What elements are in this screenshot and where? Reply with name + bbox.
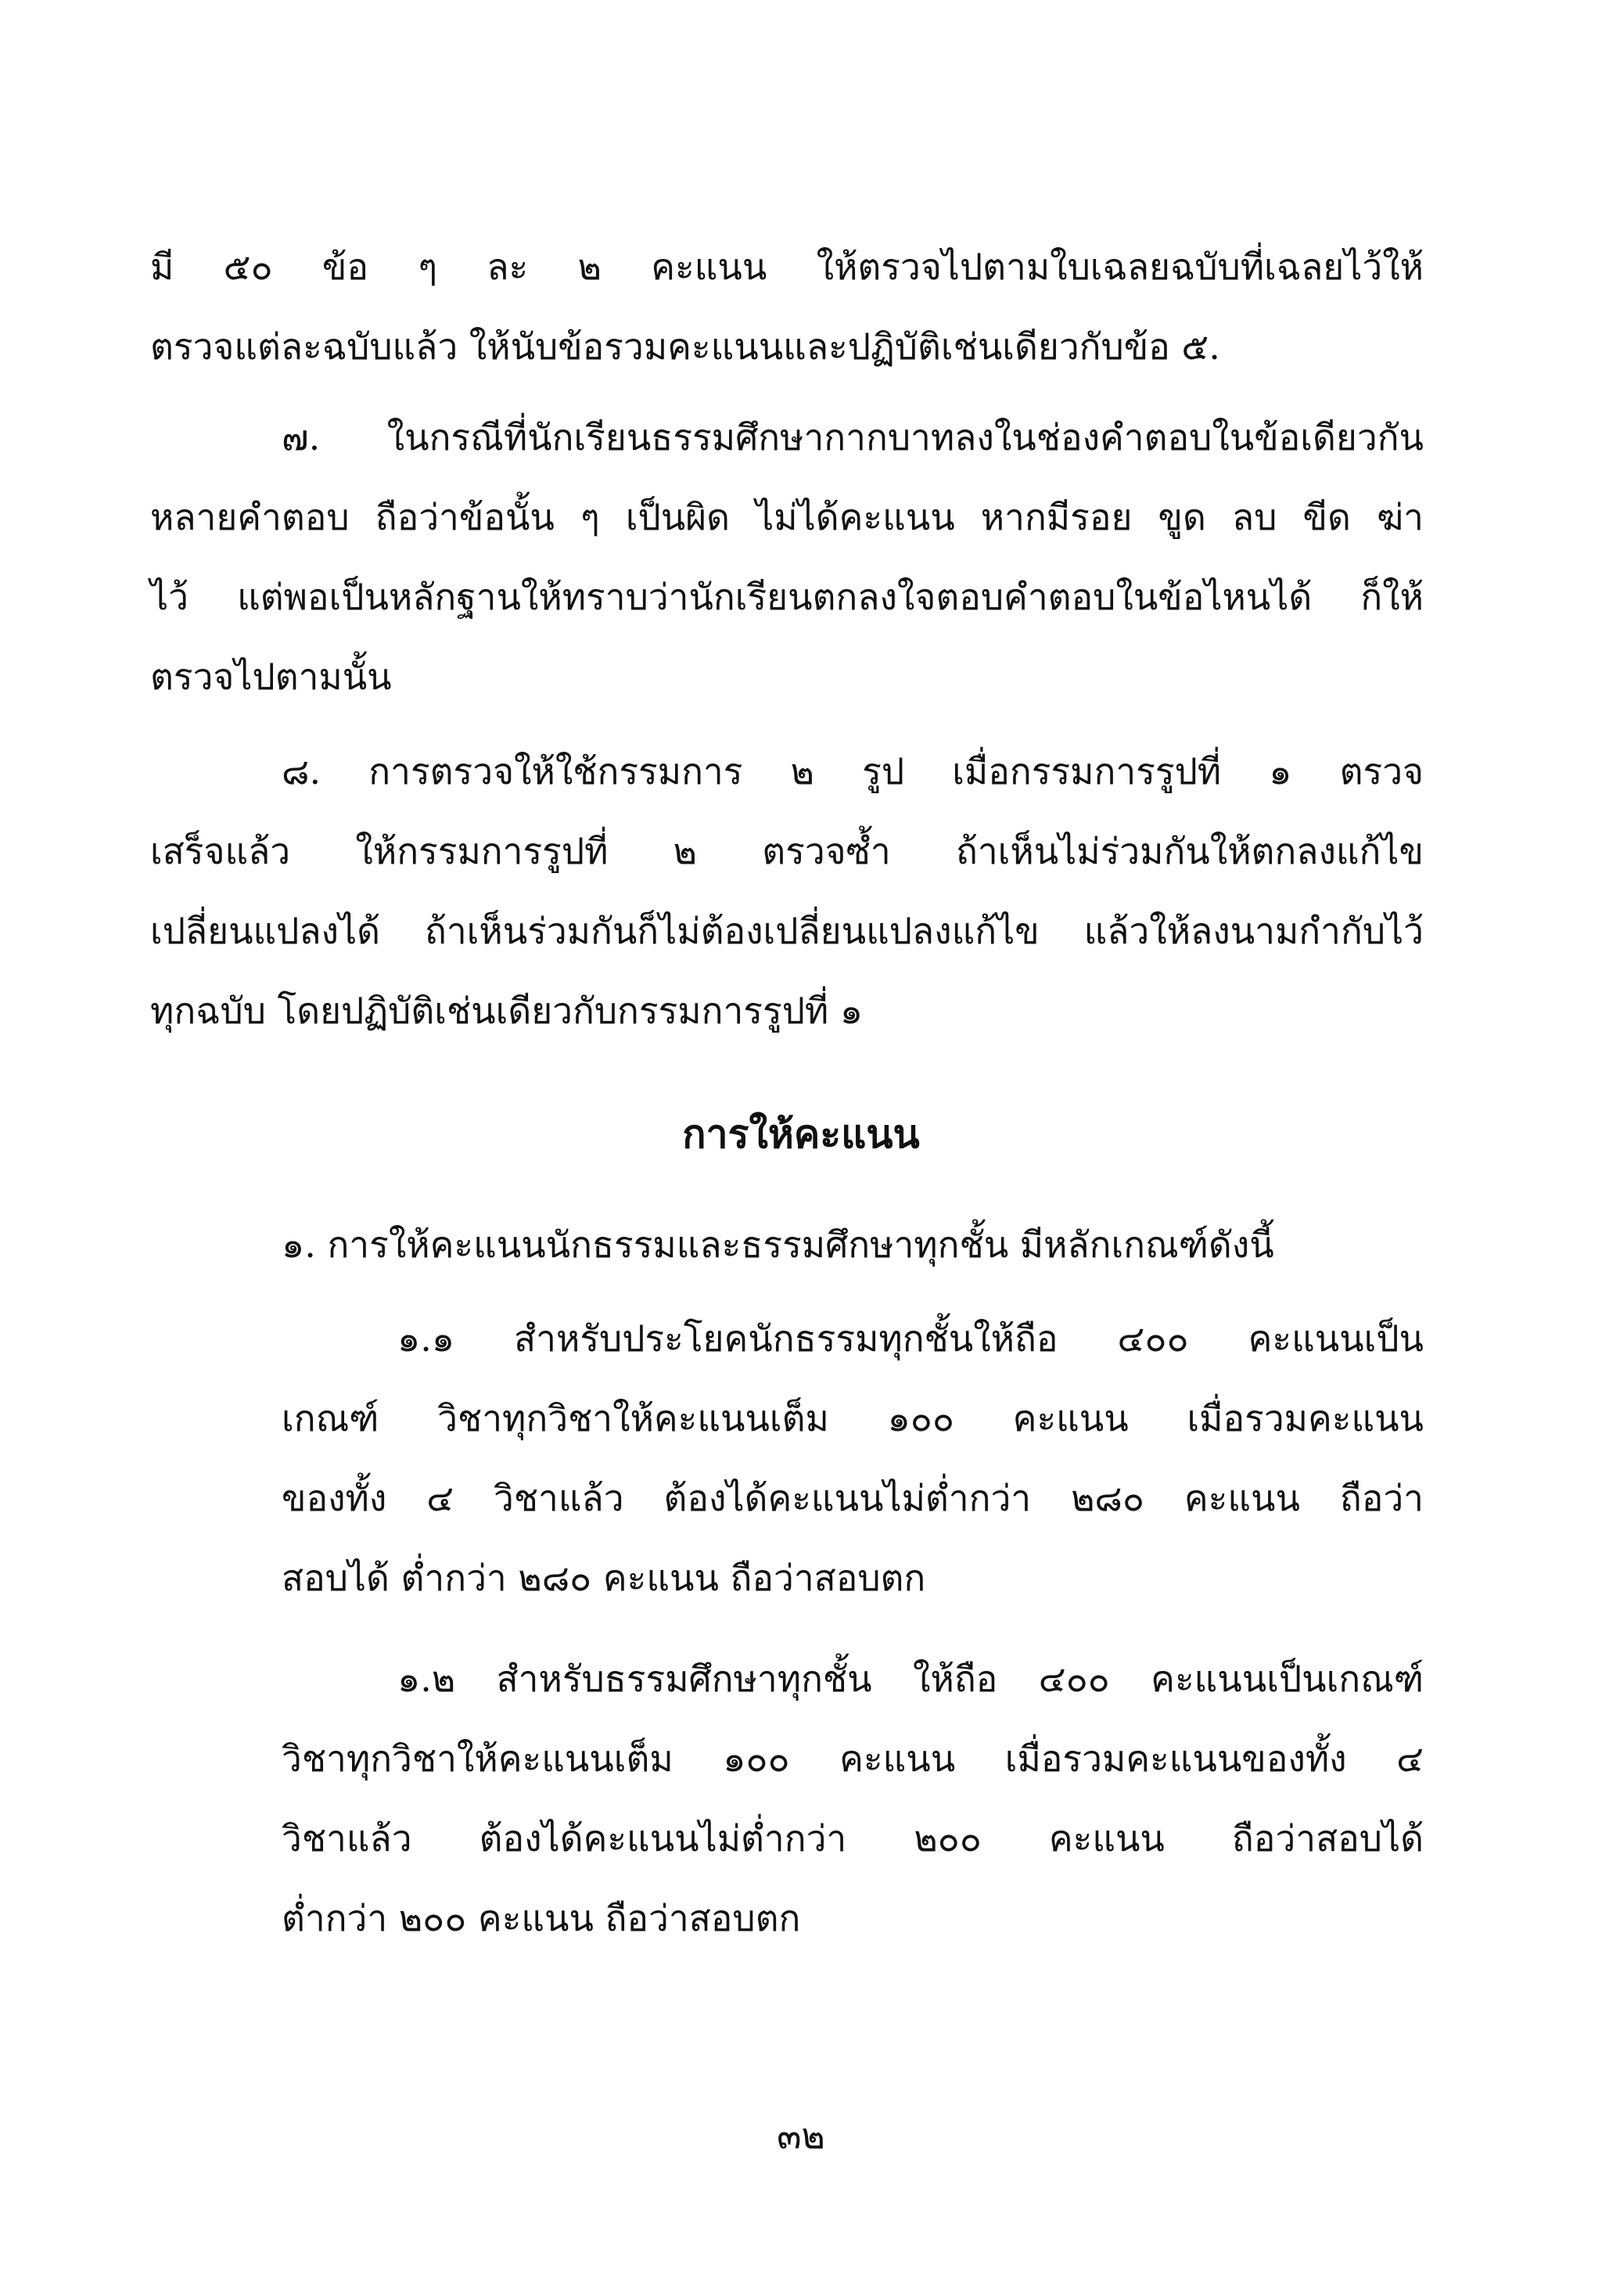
text-line: สอบได้ ต่ำกว่า ๒๘๐ คะแนน ถือว่าสอบตก xyxy=(282,1557,926,1599)
text-line: เปลี่ยนแปลงได้ ถ้าเห็นร่วมกันก็ไม่ต้องเปลี่ยนแปลงแก้ไข แล้วให้ลงนามกำกับไว้ xyxy=(150,910,1424,952)
page-number: ๓๒ xyxy=(777,2115,825,2157)
text-line: ตรวจแต่ละฉบับแล้ว ให้นับข้อรวมคะแนนและปฏิบัติเช่นเดียวกับข้อ ๕. xyxy=(150,325,1220,368)
text-line: ๑.๑ สำหรับประโยคนักธรรมทุกชั้นให้ถือ ๔๐๐ คะแนนเป็น xyxy=(397,1317,1424,1360)
text-line: เกณฑ์ วิชาทุกวิชาให้คะแนนเต็ม ๑๐๐ คะแนน เมื่อรวมคะแนน xyxy=(282,1397,1424,1439)
text-line: ๑.๒ สำหรับธรรมศึกษาทุกชั้น ให้ถือ ๔๐๐ คะแนนเป็นเกณฑ์ xyxy=(397,1658,1424,1700)
paragraph-item-8 xyxy=(150,731,1424,1051)
text-line: ไว้ แต่พอเป็นหลักฐานให้ทราบว่านักเรียนตกลงใจตอบคำตอบในข้อไหนได้ ก็ให้ xyxy=(150,576,1424,618)
text-line: ๑. การให้คะแนนนักธรรมและธรรมศึกษาทุกชั้น มีหลักเกณฑ์ดังนี้ xyxy=(282,1223,1274,1266)
text-line: ของทั้ง ๔ วิชาแล้ว ต้องได้คะแนนไม่ต่ำกว่า ๒๘๐ คะแนน ถือว่า xyxy=(282,1477,1424,1519)
text-line: หลายคำตอบ ถือว่าข้อนั้น ๆ เป็นผิด ไม่ได้คะแนน หากมีรอย ขูด ลบ ขีด ฆ่า xyxy=(150,496,1424,538)
text-line: เสร็จแล้ว ให้กรรมการรูปที่ ๒ ตรวจซ้ำ ถ้าเห็นไม่ร่วมกันให้ตกลงแก้ไข xyxy=(150,830,1424,872)
text-line: วิชาทุกวิชาให้คะแนนเต็ม ๑๐๐ คะแนน เมื่อรวมคะแนนของทั้ง ๔ xyxy=(282,1737,1424,1780)
text-line: วิชาแล้ว ต้องได้คะแนนไม่ต่ำกว่า ๒๐๐ คะแนน ถือว่าสอบได้ xyxy=(282,1817,1424,1859)
paragraph-scoring-1-1 xyxy=(282,1299,1424,1618)
paragraph-scoring-1 xyxy=(282,1205,1424,1285)
paragraph-item-7 xyxy=(150,397,1424,717)
section-heading: การให้คะแนน xyxy=(682,1111,920,1157)
text-line: มี ๕๐ ข้อ ๆ ละ ๒ คะแนน ให้ตรวจไปตามใบเฉลยฉบับที่เฉลยไว้ให้ xyxy=(150,246,1424,288)
paragraph-scoring-1-2 xyxy=(282,1639,1424,1958)
paragraph-item-6-continued xyxy=(150,227,1424,386)
text-line: ๘. การตรวจให้ใช้กรรมการ ๒ รูป เมื่อกรรมการรูปที่ ๑ ตรวจ xyxy=(282,750,1424,792)
text-line: ๗. ในกรณีที่นักเรียนธรรมศึกษากากบาทลงในช่องคำตอบในข้อเดียวกัน xyxy=(282,416,1424,458)
text-line: ตรวจไปตามนั้น xyxy=(150,656,392,698)
text-line: ต่ำกว่า ๒๐๐ คะแนน ถือว่าสอบตก xyxy=(282,1897,801,1939)
text-line: ทุกฉบับ โดยปฏิบัติเช่นเดียวกับกรรมการรูปที่ ๑ xyxy=(150,990,864,1032)
